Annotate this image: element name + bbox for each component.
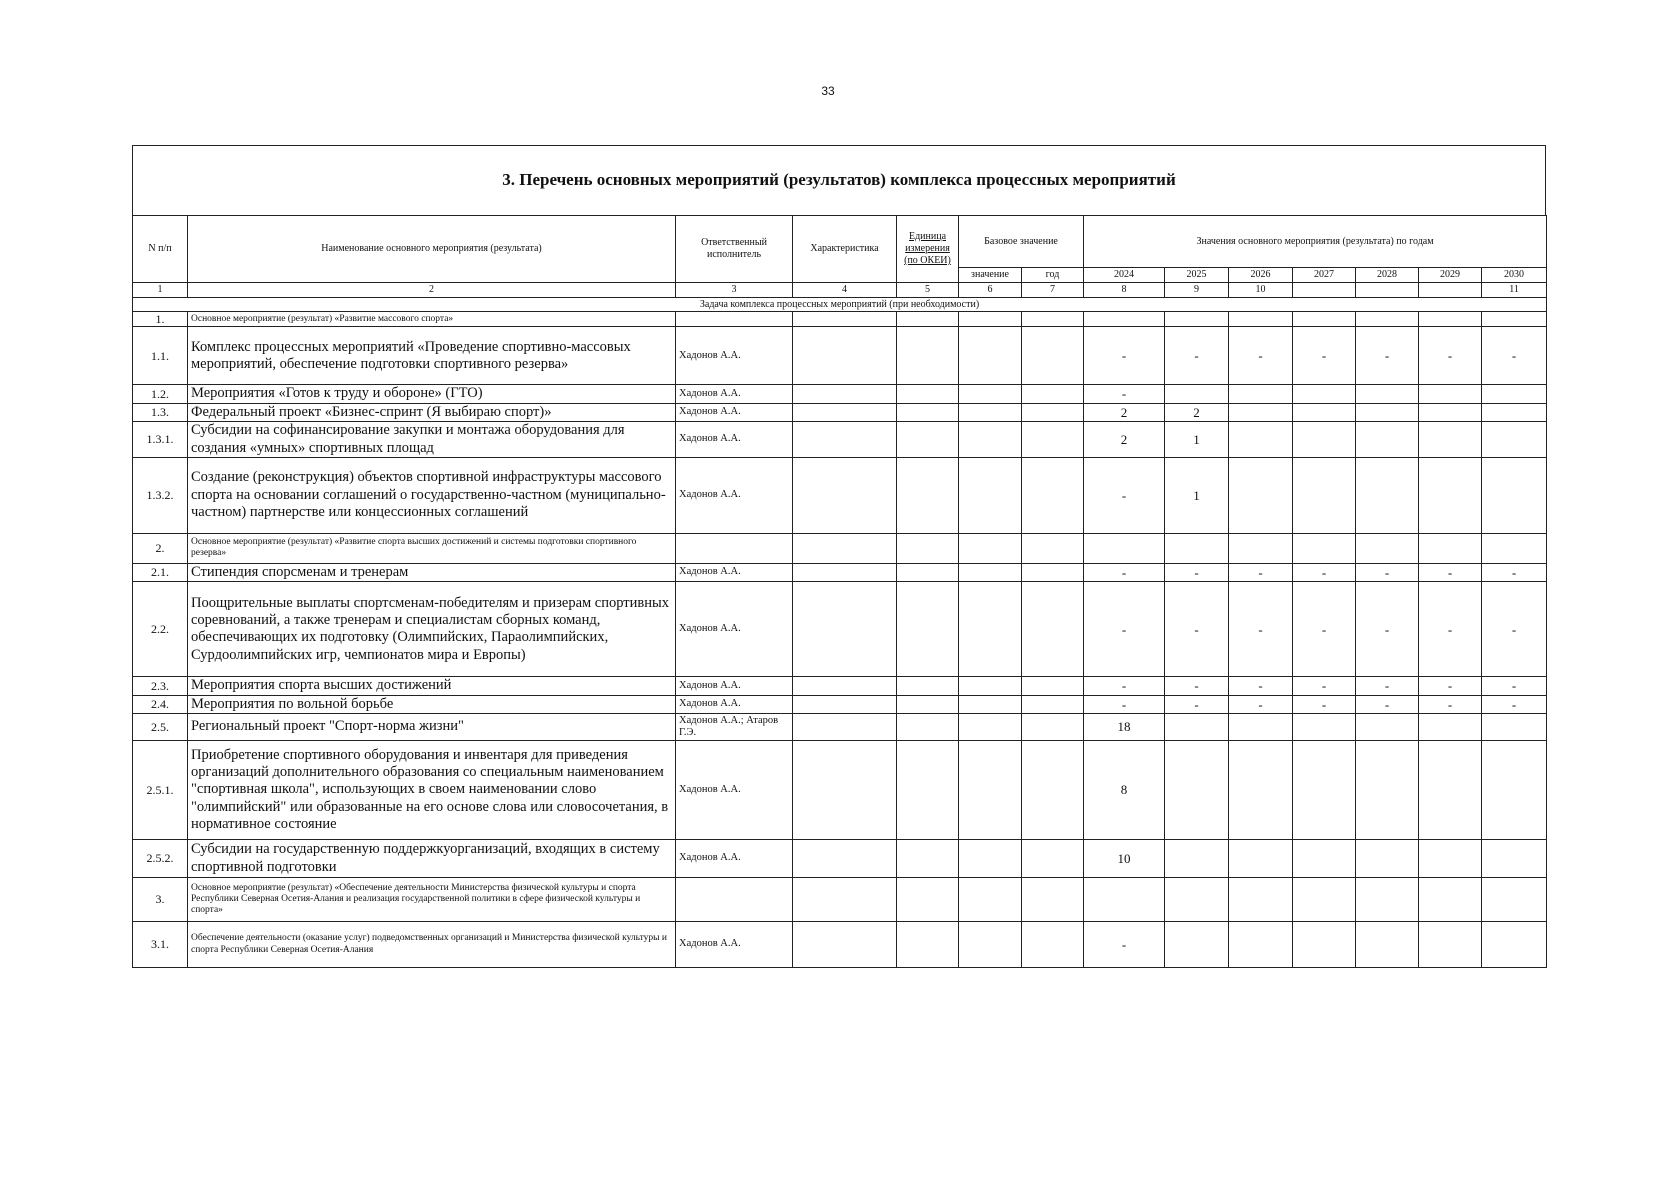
row-base-year [1022, 582, 1084, 677]
row-year-value [1419, 457, 1482, 533]
row-year-value: - [1293, 582, 1356, 677]
row-year-value [1419, 385, 1482, 403]
row-number: 1. [133, 312, 188, 327]
row-characteristic [793, 327, 897, 385]
row-year-value [1356, 422, 1419, 458]
table-row [133, 582, 1547, 677]
colnum-cell: 10 [1229, 283, 1293, 298]
row-year-value: - [1293, 677, 1356, 695]
row-year-value [1084, 533, 1165, 563]
colnum-cell: 4 [793, 283, 897, 298]
row-year-value: - [1482, 695, 1547, 713]
row-responsible: Хадонов А.А. [676, 422, 793, 458]
task-row: Задача комплекса процессных мероприятий (при необходимости) [133, 298, 1547, 312]
row-year-value: - [1356, 677, 1419, 695]
row-year-value [1293, 457, 1356, 533]
row-year-value [1293, 403, 1356, 421]
header-num: N п/п [133, 216, 188, 283]
row-year-value [1356, 714, 1419, 741]
header-year: 2029 [1419, 268, 1482, 283]
row-name: Приобретение спортивного оборудования и инвентаря для приведения организаций дополнительного образования со специальным наименованием "спортивная школа", использующих в своем наименовании слово "олимпийский" или образованные на его основе слова или словосочетания, в нормативное состояние [188, 741, 676, 840]
row-year-value [1293, 741, 1356, 840]
row-year-value [1165, 840, 1229, 878]
row-year-value [1482, 385, 1547, 403]
row-year-value [1293, 840, 1356, 878]
row-base-year [1022, 457, 1084, 533]
row-name: Субсидии на софинансирование закупки и монтажа оборудования для создания «умных» спортивных площад [188, 422, 676, 458]
row-year-value [1229, 922, 1293, 968]
row-number: 2. [133, 533, 188, 563]
table-row [133, 563, 1547, 581]
row-base-value [959, 878, 1022, 922]
table-row [133, 922, 1547, 968]
row-unit [897, 422, 959, 458]
row-year-value: - [1165, 582, 1229, 677]
row-year-value [1482, 422, 1547, 458]
row-year-value: - [1419, 695, 1482, 713]
row-number: 3. [133, 878, 188, 922]
row-name: Основное мероприятие (результат) «Развитие массового спорта» [188, 312, 676, 327]
row-year-value: - [1229, 327, 1293, 385]
table-row [133, 695, 1547, 713]
row-unit [897, 403, 959, 421]
row-name: Мероприятия по вольной борьбе [188, 695, 676, 713]
row-base-year [1022, 714, 1084, 741]
row-year-value [1419, 741, 1482, 840]
row-responsible: Хадонов А.А. [676, 695, 793, 713]
colnum-cell: 6 [959, 283, 1022, 298]
header-year: 2024 [1084, 268, 1165, 283]
row-responsible: Хадонов А.А. [676, 922, 793, 968]
row-year-value: - [1229, 677, 1293, 695]
row-year-value: 2 [1165, 403, 1229, 421]
row-year-value [1229, 457, 1293, 533]
row-number: 1.3. [133, 403, 188, 421]
row-characteristic [793, 677, 897, 695]
row-year-value: 1 [1165, 422, 1229, 458]
row-year-value: - [1165, 677, 1229, 695]
row-name: Основное мероприятие (результат) «Обеспечение деятельности Министерства физической культуры и спорта Республики Северная Осетия-Алания и реализация государственной политики в сфере физической культуры и спорта» [188, 878, 676, 922]
row-base-value [959, 563, 1022, 581]
row-year-value [1356, 403, 1419, 421]
row-year-value: - [1084, 582, 1165, 677]
row-base-year [1022, 677, 1084, 695]
row-year-value [1229, 312, 1293, 327]
row-base-value [959, 457, 1022, 533]
table-row [133, 878, 1547, 922]
table-row [133, 403, 1547, 421]
row-number: 2.4. [133, 695, 188, 713]
row-unit [897, 563, 959, 581]
row-characteristic [793, 312, 897, 327]
row-year-value: - [1229, 695, 1293, 713]
row-base-year [1022, 695, 1084, 713]
row-base-value [959, 677, 1022, 695]
row-base-value [959, 922, 1022, 968]
column-number-row [133, 283, 1547, 298]
row-responsible [676, 878, 793, 922]
row-year-value [1084, 312, 1165, 327]
table-row [133, 327, 1547, 385]
row-characteristic [793, 422, 897, 458]
colnum-cell: 11 [1482, 283, 1547, 298]
title-frame [132, 145, 1546, 215]
row-year-value: 2 [1084, 403, 1165, 421]
row-base-year [1022, 840, 1084, 878]
row-year-value [1293, 385, 1356, 403]
row-year-value [1482, 741, 1547, 840]
row-base-year [1022, 327, 1084, 385]
row-base-value [959, 327, 1022, 385]
row-year-value [1293, 312, 1356, 327]
row-base-value [959, 741, 1022, 840]
row-base-value [959, 312, 1022, 327]
row-name: Основное мероприятие (результат) «Развитие спорта высших достижений и системы подготовки спортивного резерва» [188, 533, 676, 563]
header-year: 2028 [1356, 268, 1419, 283]
header-responsible: Ответственный исполнитель [676, 216, 793, 283]
row-characteristic [793, 878, 897, 922]
row-year-value: - [1482, 327, 1547, 385]
row-year-value [1419, 714, 1482, 741]
row-responsible [676, 533, 793, 563]
row-base-value [959, 533, 1022, 563]
row-year-value [1482, 312, 1547, 327]
row-year-value: - [1084, 922, 1165, 968]
row-year-value: - [1165, 563, 1229, 581]
row-year-value [1419, 312, 1482, 327]
colnum-cell: 8 [1084, 283, 1165, 298]
row-responsible: Хадонов А.А. [676, 457, 793, 533]
table-row [133, 677, 1547, 695]
table-row [133, 457, 1547, 533]
row-year-value: - [1084, 677, 1165, 695]
row-year-value [1293, 422, 1356, 458]
row-name: Субсидии на государственную поддержкуорганизаций, входящих в систему спортивной подготовки [188, 840, 676, 878]
row-base-year [1022, 563, 1084, 581]
row-base-year [1022, 878, 1084, 922]
row-unit [897, 695, 959, 713]
row-base-value [959, 422, 1022, 458]
row-year-value: - [1165, 327, 1229, 385]
row-year-value: 8 [1084, 741, 1165, 840]
header-base-value: значение [959, 268, 1022, 283]
row-name: Стипендия спорсменам и тренерам [188, 563, 676, 581]
row-characteristic [793, 563, 897, 581]
table-row [133, 741, 1547, 840]
row-year-value: - [1419, 327, 1482, 385]
header-year: 2026 [1229, 268, 1293, 283]
row-year-value: - [1165, 695, 1229, 713]
row-base-year [1022, 533, 1084, 563]
row-year-value [1165, 878, 1229, 922]
colnum-cell: 2 [188, 283, 676, 298]
measures-table [132, 215, 1547, 968]
row-year-value [1229, 403, 1293, 421]
row-year-value: - [1084, 457, 1165, 533]
row-year-value: 2 [1084, 422, 1165, 458]
row-year-value [1419, 422, 1482, 458]
row-base-value [959, 385, 1022, 403]
row-year-value [1229, 385, 1293, 403]
row-base-value [959, 582, 1022, 677]
row-name: Создание (реконструкция) объектов спортивной инфраструктуры массового спорта на основании соглашений о государственно-частном (муниципально-частном) партнерстве или концессионных соглашений [188, 457, 676, 533]
row-year-value [1229, 878, 1293, 922]
row-year-value [1482, 714, 1547, 741]
row-year-value: - [1356, 563, 1419, 581]
row-year-value [1356, 741, 1419, 840]
row-year-value [1356, 533, 1419, 563]
table-row [133, 385, 1547, 403]
row-year-value: - [1293, 563, 1356, 581]
row-year-value [1229, 840, 1293, 878]
row-number: 1.2. [133, 385, 188, 403]
row-number: 2.1. [133, 563, 188, 581]
row-name: Мероприятия спорта высших достижений [188, 677, 676, 695]
row-year-value [1419, 878, 1482, 922]
row-year-value [1165, 385, 1229, 403]
row-year-value [1482, 878, 1547, 922]
row-number: 2.5.1. [133, 741, 188, 840]
row-base-year [1022, 312, 1084, 327]
header-year: 2030 [1482, 268, 1547, 283]
row-characteristic [793, 385, 897, 403]
row-year-value: - [1419, 582, 1482, 677]
row-name: Комплекс процессных мероприятий «Проведение спортивно-массовых мероприятий, обеспечение подготовки спортивного резерва» [188, 327, 676, 385]
colnum-cell: 1 [133, 283, 188, 298]
row-number: 1.3.1. [133, 422, 188, 458]
row-name: Мероприятия «Готов к труду и обороне» (ГТО) [188, 385, 676, 403]
row-year-value: - [1084, 327, 1165, 385]
row-year-value: - [1356, 695, 1419, 713]
row-year-value: - [1419, 563, 1482, 581]
table-row [133, 533, 1547, 563]
row-year-value: - [1293, 327, 1356, 385]
row-responsible: Хадонов А.А.; Атаров Г.Э. [676, 714, 793, 741]
header-base-year: год [1022, 268, 1084, 283]
row-name: Региональный проект "Спорт-норма жизни" [188, 714, 676, 741]
row-characteristic [793, 714, 897, 741]
row-number: 1.1. [133, 327, 188, 385]
row-number: 2.3. [133, 677, 188, 695]
row-year-value: 1 [1165, 457, 1229, 533]
row-base-year [1022, 922, 1084, 968]
row-year-value: - [1293, 695, 1356, 713]
row-year-value: - [1356, 582, 1419, 677]
row-unit [897, 533, 959, 563]
row-unit [897, 385, 959, 403]
row-year-value: - [1084, 385, 1165, 403]
row-name: Поощрительные выплаты спортсменам-победителям и призерам спортивных соревнований, а также тренерам и специалистам сборных команд, обеспечивающих их подготовку (Олимпийских, Параолимпийских, Сурдоолимпийских игр, чемпионатов мира и Европы) [188, 582, 676, 677]
row-year-value [1293, 714, 1356, 741]
row-base-year [1022, 403, 1084, 421]
row-characteristic [793, 533, 897, 563]
row-responsible: Хадонов А.А. [676, 327, 793, 385]
row-unit [897, 878, 959, 922]
row-year-value [1165, 312, 1229, 327]
row-number: 2.5.2. [133, 840, 188, 878]
table-rows [133, 312, 1547, 968]
page-number: 33 [821, 84, 835, 98]
table-row [133, 312, 1547, 327]
row-year-value [1356, 878, 1419, 922]
row-base-year [1022, 422, 1084, 458]
row-year-value [1356, 457, 1419, 533]
row-year-value [1419, 922, 1482, 968]
row-year-value: 10 [1084, 840, 1165, 878]
table-row [133, 714, 1547, 741]
row-year-value [1356, 922, 1419, 968]
header-name: Наименование основного мероприятия (результата) [188, 216, 676, 283]
row-unit [897, 327, 959, 385]
row-year-value [1165, 714, 1229, 741]
header-year: 2025 [1165, 268, 1229, 283]
header-unit: Единица измерения (по ОКЕИ) [897, 216, 959, 283]
row-unit [897, 840, 959, 878]
row-year-value [1482, 457, 1547, 533]
header-year: 2027 [1293, 268, 1356, 283]
row-year-value [1482, 533, 1547, 563]
row-year-value: - [1084, 563, 1165, 581]
row-characteristic [793, 403, 897, 421]
row-year-value [1293, 533, 1356, 563]
section-title: 3. Перечень основных мероприятий (результатов) комплекса процессных мероприятий [502, 170, 1176, 189]
row-year-value: - [1229, 563, 1293, 581]
row-base-year [1022, 741, 1084, 840]
row-year-value [1482, 922, 1547, 968]
row-year-value [1165, 533, 1229, 563]
row-year-value [1356, 312, 1419, 327]
row-name: Обеспечение деятельности (оказание услуг) подведомственных организаций и Министерства физической культуры и спорта Республики Северная Осетия-Алания [188, 922, 676, 968]
colnum-cell [1419, 283, 1482, 298]
row-responsible [676, 312, 793, 327]
row-unit [897, 312, 959, 327]
row-year-value: - [1229, 582, 1293, 677]
row-year-value [1229, 422, 1293, 458]
row-year-value [1293, 922, 1356, 968]
row-characteristic [793, 457, 897, 533]
table-row [133, 840, 1547, 878]
header-values: Значения основного мероприятия (результата) по годам [1084, 216, 1547, 268]
row-base-value [959, 840, 1022, 878]
row-year-value [1482, 403, 1547, 421]
row-name: Федеральный проект «Бизнес-спринт (Я выбираю спорт)» [188, 403, 676, 421]
row-year-value [1482, 840, 1547, 878]
colnum-cell: 3 [676, 283, 793, 298]
row-year-value [1419, 533, 1482, 563]
row-year-value [1084, 878, 1165, 922]
row-base-value [959, 714, 1022, 741]
row-responsible: Хадонов А.А. [676, 677, 793, 695]
row-year-value: - [1482, 677, 1547, 695]
row-year-value [1419, 840, 1482, 878]
row-unit [897, 741, 959, 840]
row-number: 1.3.2. [133, 457, 188, 533]
row-year-value [1229, 533, 1293, 563]
row-base-value [959, 403, 1022, 421]
row-responsible: Хадонов А.А. [676, 563, 793, 581]
row-year-value: - [1482, 582, 1547, 677]
row-responsible: Хадонов А.А. [676, 840, 793, 878]
colnum-cell: 5 [897, 283, 959, 298]
colnum-cell: 7 [1022, 283, 1084, 298]
row-year-value: - [1356, 327, 1419, 385]
row-number: 3.1. [133, 922, 188, 968]
row-characteristic [793, 840, 897, 878]
row-number: 2.5. [133, 714, 188, 741]
row-unit [897, 582, 959, 677]
row-year-value: - [1084, 695, 1165, 713]
row-base-year [1022, 385, 1084, 403]
row-responsible: Хадонов А.А. [676, 403, 793, 421]
row-characteristic [793, 695, 897, 713]
colnum-cell [1356, 283, 1419, 298]
row-responsible: Хадонов А.А. [676, 582, 793, 677]
row-year-value: - [1419, 677, 1482, 695]
row-characteristic [793, 741, 897, 840]
table-row [133, 422, 1547, 458]
row-year-value [1165, 741, 1229, 840]
row-year-value: 18 [1084, 714, 1165, 741]
row-characteristic [793, 922, 897, 968]
row-unit [897, 677, 959, 695]
row-unit [897, 922, 959, 968]
row-year-value [1356, 385, 1419, 403]
header-characteristic: Характеристика [793, 216, 897, 283]
row-year-value [1229, 714, 1293, 741]
row-characteristic [793, 582, 897, 677]
row-responsible: Хадонов А.А. [676, 385, 793, 403]
row-unit [897, 457, 959, 533]
row-year-value [1356, 840, 1419, 878]
row-year-value [1165, 922, 1229, 968]
row-base-value [959, 695, 1022, 713]
row-responsible: Хадонов А.А. [676, 741, 793, 840]
row-year-value [1419, 403, 1482, 421]
header-base: Базовое значение [959, 216, 1084, 268]
colnum-cell [1293, 283, 1356, 298]
row-year-value [1229, 741, 1293, 840]
colnum-cell: 9 [1165, 283, 1229, 298]
row-unit [897, 714, 959, 741]
row-year-value: - [1482, 563, 1547, 581]
row-year-value [1293, 878, 1356, 922]
row-number: 2.2. [133, 582, 188, 677]
